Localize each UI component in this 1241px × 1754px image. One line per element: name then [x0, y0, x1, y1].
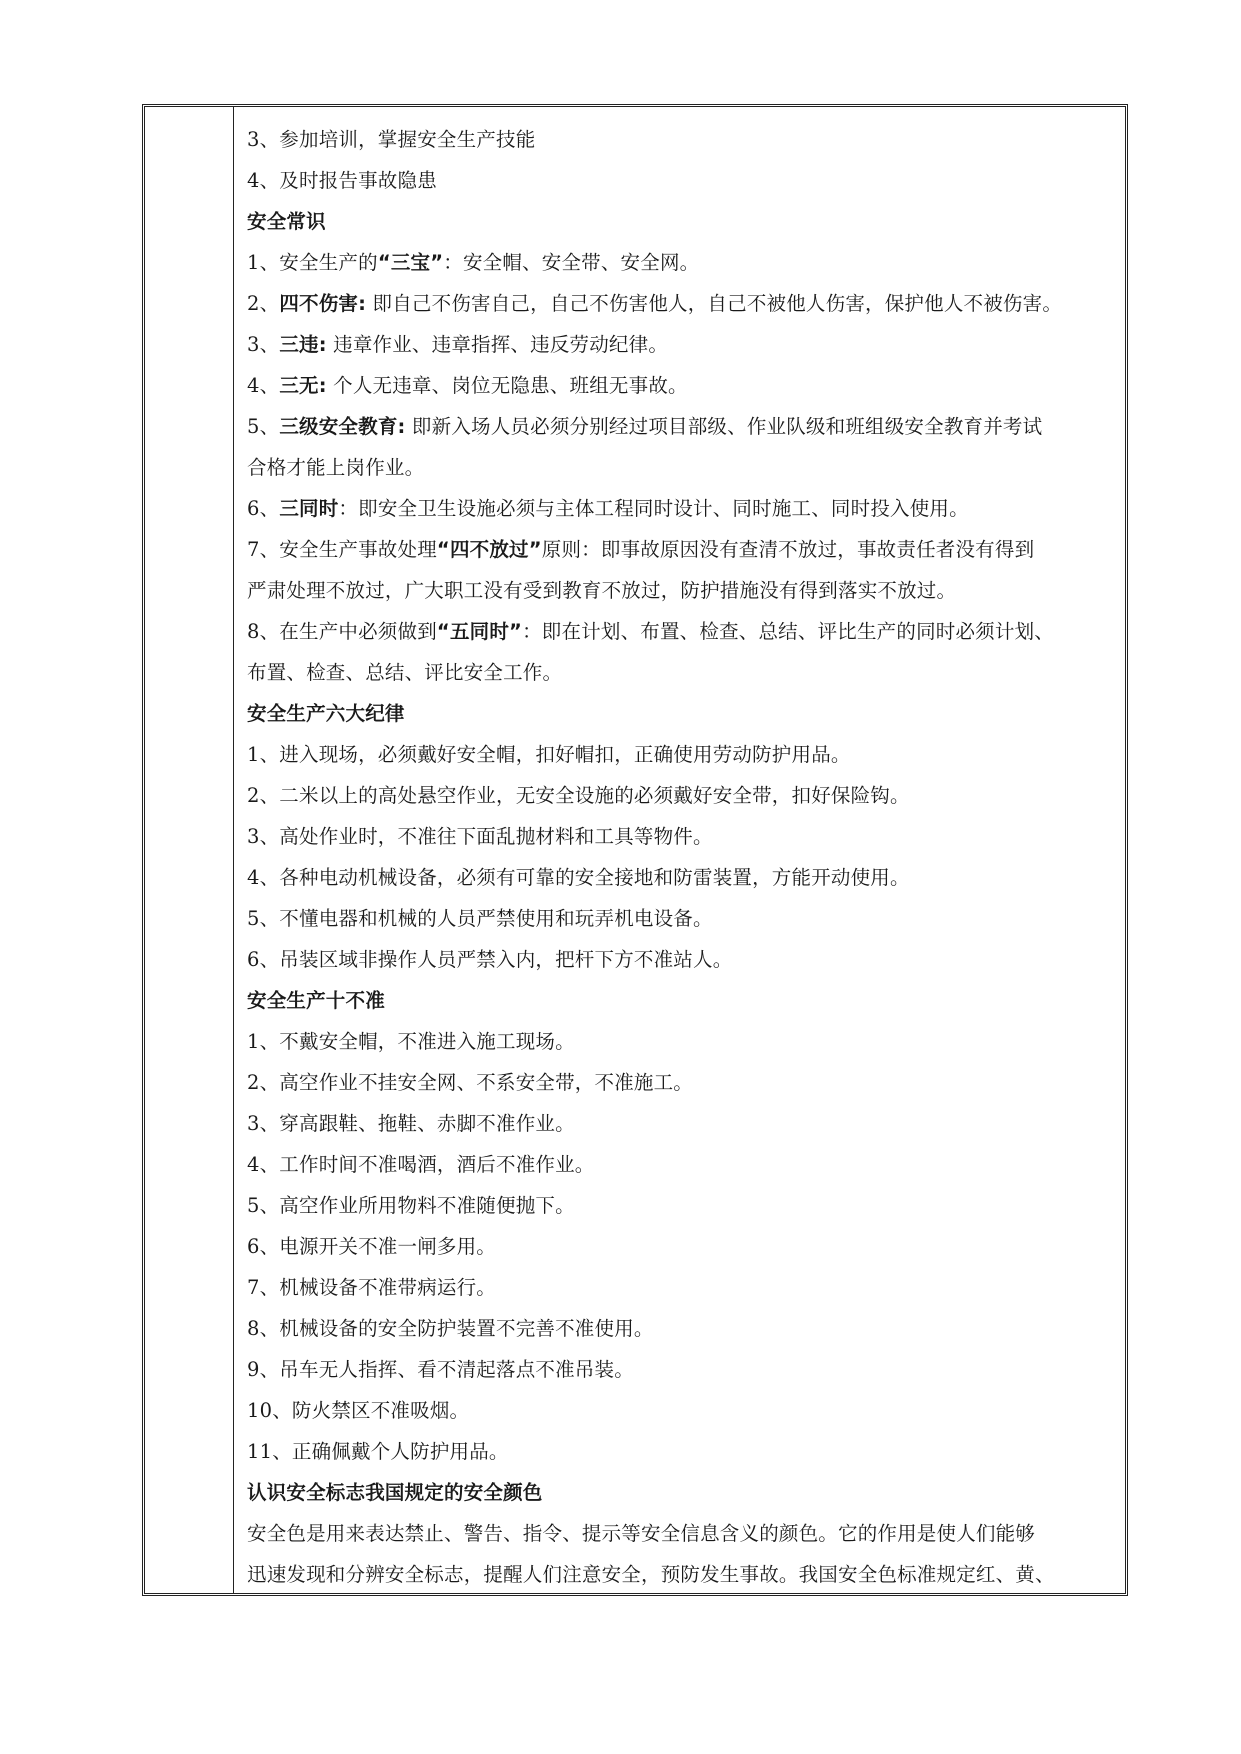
line-suffix: 原则：即事故原因没有查清不放过，事故责任者没有得到: [541, 538, 1035, 561]
line-suffix: 个人无违章、岗位无隐患、班组无事故。: [326, 374, 688, 397]
document-table: [142, 104, 1128, 1596]
line-prefix: 2、: [247, 292, 280, 315]
text-line: 1、不戴安全帽，不准进入施工现场。: [247, 1030, 575, 1053]
bold-term: “五同时”: [436, 620, 523, 643]
text-line: 3、高处作业时，不准往下面乱抛材料和工具等物件。: [247, 825, 713, 848]
line-suffix: 违章作业、违章指挥、违反劳动纪律。: [326, 333, 669, 356]
line-prefix: 5、: [247, 415, 280, 438]
text-line: 6、电源开关不准一闸多用。: [247, 1235, 497, 1258]
line-prefix: 7、安全生产事故处理: [247, 538, 437, 561]
bold-term: 三无:: [279, 374, 327, 397]
section-heading: 安全生产十不准: [247, 989, 385, 1012]
text-line: [247, 488, 1115, 529]
text-line: 2、高空作业不挂安全网、不系安全带，不准施工。: [247, 1071, 694, 1094]
line-prefix: 6、: [247, 497, 280, 520]
text-line: 7、机械设备不准带病运行。: [247, 1276, 497, 1299]
text-line: 5、高空作业所用物料不准随便抛下。: [247, 1194, 575, 1217]
line-suffix: 即自己不伤害自己，自己不伤害他人，自己不被他人伤害，保护他人不被伤害。: [366, 292, 1063, 315]
text-line: 1、进入现场，必须戴好安全帽，扣好帽扣，正确使用劳动防护用品。: [247, 743, 851, 766]
text-line: 3、参加培训，掌握安全生产技能: [247, 128, 536, 151]
text-line: 4、各种电动机械设备，必须有可靠的安全接地和防雷装置，方能开动使用。: [247, 866, 910, 889]
line-suffix: ：安全帽、安全带、安全网。: [443, 251, 700, 274]
line-prefix: 3、: [247, 333, 280, 356]
bold-term: 三违:: [279, 333, 327, 356]
section-heading: 安全生产六大纪律: [247, 702, 405, 725]
line-prefix: 8、在生产中必须做到: [247, 620, 437, 643]
text-line: 4、工作时间不准喝酒，酒后不准作业。: [247, 1153, 595, 1176]
text-line: 6、吊装区域非操作人员严禁入内，把杆下方不准站人。: [247, 948, 733, 971]
line-suffix: ：即在计划、布置、检查、总结、评比生产的同时必须计划、: [522, 620, 1054, 643]
text-line: 合格才能上岗作业。: [247, 456, 425, 479]
text-line: 3、穿高跟鞋、拖鞋、赤脚不准作业。: [247, 1112, 575, 1135]
bold-term: “四不放过”: [436, 538, 542, 561]
text-line: [247, 529, 1115, 570]
text-line: [247, 242, 1115, 283]
bold-term: 三同时: [279, 497, 339, 520]
text-line: 布置、检查、总结、评比安全工作。: [247, 661, 563, 684]
line-prefix: 4、: [247, 374, 280, 397]
text-line: 迅速发现和分辨安全标志，提醒人们注意安全，预防发生事故。我国安全色标准规定红、黄、: [247, 1563, 1055, 1586]
section-heading: 安全常识: [247, 210, 326, 233]
text-line: 5、不懂电器和机械的人员严禁使用和玩弄机电设备。: [247, 907, 713, 930]
bold-term: 四不伤害:: [279, 292, 367, 315]
content-cell: [247, 119, 1115, 1595]
text-line: [247, 406, 1115, 447]
text-line: 8、机械设备的安全防护装置不完善不准使用。: [247, 1317, 654, 1340]
text-line: [247, 611, 1115, 652]
line-prefix: 1、安全生产的: [247, 251, 378, 274]
text-line: 10、防火禁区不准吸烟。: [247, 1399, 470, 1422]
bold-term: 三级安全教育:: [279, 415, 406, 438]
bold-term: “三宝”: [377, 251, 444, 274]
text-line: [247, 365, 1115, 406]
text-line: 2、二米以上的高处悬空作业，无安全设施的必须戴好安全带，扣好保险钩。: [247, 784, 910, 807]
text-line: 4、及时报告事故隐患: [247, 169, 437, 192]
text-line: 安全色是用来表达禁止、警告、指令、提示等安全信息含义的颜色。它的作用是使人们能够: [247, 1522, 1036, 1545]
line-suffix: ：即安全卫生设施必须与主体工程同时设计、同时施工、同时投入使用。: [338, 497, 969, 520]
text-line: 11、正确佩戴个人防护用品。: [247, 1440, 509, 1463]
text-line: 9、吊车无人指挥、看不清起落点不准吊装。: [247, 1358, 634, 1381]
text-line: [247, 324, 1115, 365]
section-heading: 认识安全标志我国规定的安全颜色: [247, 1481, 543, 1504]
left-column-cell: [145, 107, 234, 1593]
line-suffix: 即新入场人员必须分别经过项目部级、作业队级和班组级安全教育并考试: [405, 415, 1043, 438]
text-line: 严肃处理不放过，广大职工没有受到教育不放过，防护措施没有得到落实不放过。: [247, 579, 957, 602]
text-line: [247, 283, 1115, 324]
